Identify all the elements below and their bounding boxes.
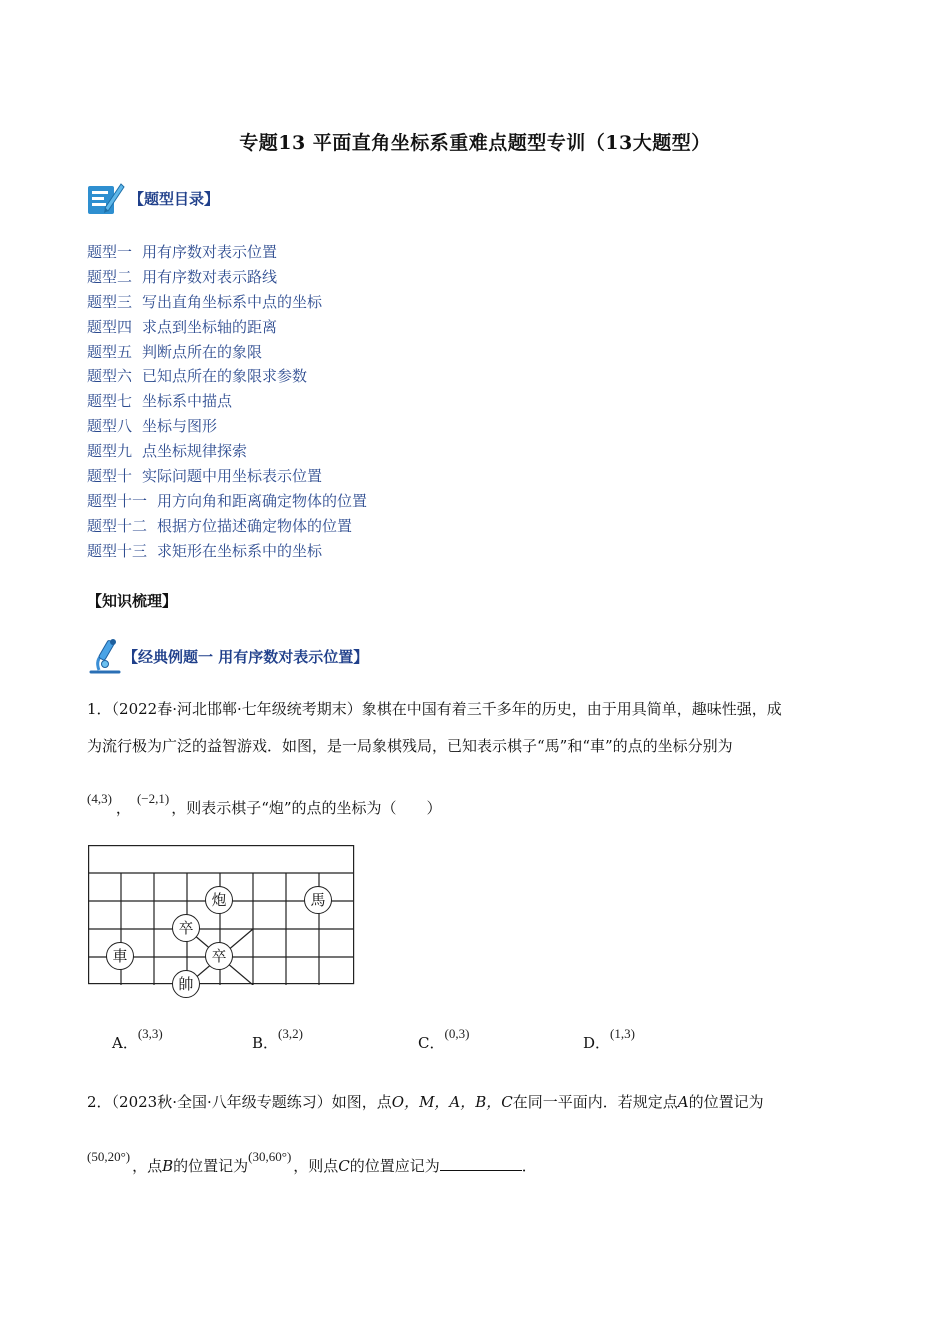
chess-piece-zu-right: 卒 bbox=[205, 942, 233, 970]
question-1-line1: 1．（2022春·河北邯郸·七年级统考期末）象棋在中国有着三千多年的历史，由于用具简单，趣味性强，成 bbox=[87, 700, 782, 718]
chess-board-figure bbox=[88, 845, 355, 993]
question-1-line2: 为流行极为广泛的益智游戏．如图，是一局象棋残局，已知表示棋子“馬”和“車”的点的坐标分别为 bbox=[87, 737, 733, 755]
toc-item[interactable]: 题型一 用有序数对表示位置 bbox=[87, 243, 278, 261]
point-a: A bbox=[677, 1093, 689, 1111]
toc-item[interactable]: 题型四 求点到坐标轴的距离 bbox=[87, 317, 278, 336]
toc-list bbox=[87, 240, 367, 564]
answer-blank[interactable] bbox=[440, 1156, 522, 1171]
example-heading-row bbox=[87, 636, 368, 676]
question-2-line1: 2．（2023秋·全国·八年级专题练习）如图，点O，M，A，B，C在同一平面内．若规定点A的位置记为 bbox=[87, 1093, 764, 1111]
toc-item[interactable]: 题型十一 用方向角和距离确定物体的位置 bbox=[87, 491, 368, 510]
chess-piece-pao: 炮 bbox=[205, 886, 233, 914]
point-b: B bbox=[162, 1157, 174, 1175]
toc-heading-row bbox=[87, 180, 219, 216]
option-b[interactable]: B．(3,2) bbox=[252, 1026, 303, 1052]
toc-item[interactable]: 题型十 实际问题中用坐标表示位置 bbox=[87, 467, 323, 486]
option-d[interactable]: D．(1,3) bbox=[583, 1026, 635, 1052]
page-title: 专题13 平面直角坐标系重难点题型专训（13大题型） bbox=[239, 132, 711, 154]
point-list: O，M，A，B，C bbox=[391, 1093, 513, 1111]
separator: ， bbox=[115, 799, 131, 817]
toc-item[interactable]: 题型五 判断点所在的象限 bbox=[87, 342, 263, 361]
toc-item[interactable]: 题型八 坐标与图形 bbox=[87, 417, 218, 436]
ju-coordinate: (−2,1) bbox=[136, 791, 170, 806]
chess-piece-ju: 車 bbox=[106, 942, 134, 970]
question-1-prompt: ，则表示棋子“炮”的点的坐标为（ ） bbox=[171, 799, 442, 817]
toc-item[interactable]: 题型二 用有序数对表示路线 bbox=[87, 267, 278, 286]
example-heading: 【经典例题一 用有序数对表示位置】 bbox=[123, 647, 369, 666]
option-c[interactable]: C．(0,3) bbox=[418, 1026, 470, 1052]
toc-heading: 【题型目录】 bbox=[129, 189, 220, 208]
point-c: C bbox=[338, 1157, 350, 1175]
chess-piece-zu-left: 卒 bbox=[172, 914, 200, 942]
ma-coordinate: (4,3) bbox=[87, 791, 112, 806]
question-1-line3 bbox=[87, 791, 442, 820]
microscope-icon bbox=[87, 636, 123, 676]
point-b-coordinate: (30,60°) bbox=[248, 1149, 292, 1164]
toc-item[interactable]: 题型九 点坐标规律探索 bbox=[87, 442, 248, 461]
point-a-coordinate: (50,20°) bbox=[87, 1149, 131, 1164]
toc-item[interactable]: 题型十三 求矩形在坐标系中的坐标 bbox=[87, 541, 323, 560]
question-2-line2: (50,20°)，点B的位置记为(30,60°)，则点C的位置应记为 ． bbox=[87, 1149, 537, 1175]
toc-item[interactable]: 题型六 已知点所在的象限求参数 bbox=[87, 367, 308, 386]
knowledge-heading: 【知识梳理】 bbox=[87, 592, 178, 610]
toc-item[interactable]: 题型七 坐标系中描点 bbox=[87, 392, 233, 411]
chess-piece-shuai: 帥 bbox=[172, 970, 200, 998]
chess-piece-ma: 馬 bbox=[304, 886, 332, 914]
note-edit-icon bbox=[87, 180, 125, 216]
option-a[interactable]: A．(3,3) bbox=[112, 1026, 163, 1052]
toc-item[interactable]: 题型十二 根据方位描述确定物体的位置 bbox=[87, 516, 353, 535]
toc-item[interactable]: 题型三 写出直角坐标系中点的坐标 bbox=[87, 292, 323, 311]
